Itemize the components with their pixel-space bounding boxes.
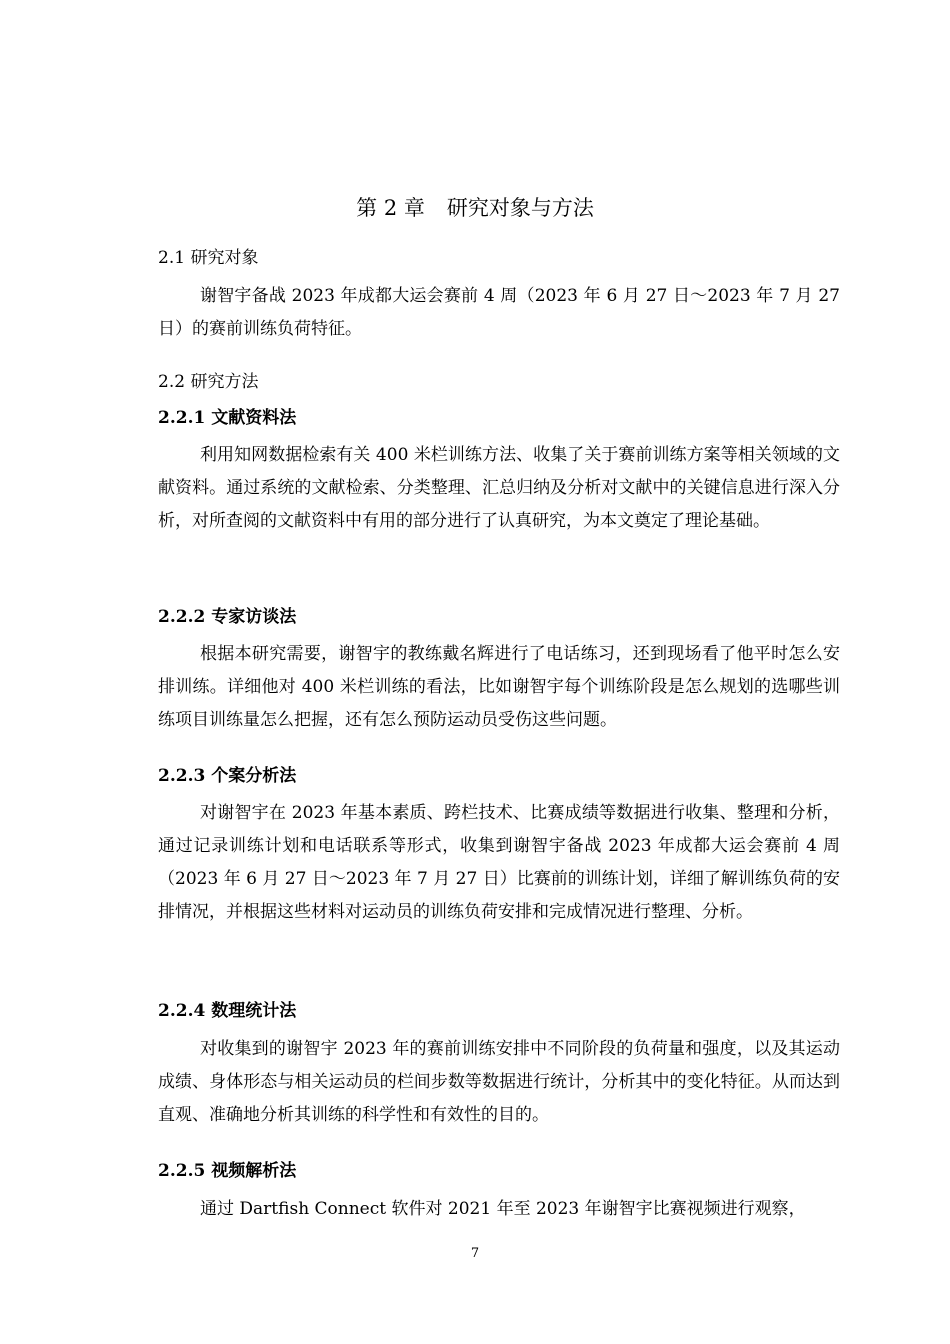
- section-heading-2-2: 2.2 研究方法: [158, 372, 259, 392]
- chapter-title: [0, 193, 950, 223]
- section-heading-2-1: 2.1 研究对象: [158, 248, 259, 268]
- page-number: 7: [470, 1246, 480, 1261]
- subsection-heading-2-2-5: 2.2.5 视频解析法: [158, 1161, 297, 1181]
- paragraph-video-analysis: 通过 Dartfish Connect 软件对 2021 年至 2023 年谢智宇比赛视频进行观察，: [200, 1199, 806, 1219]
- paragraph-statistics-method: 对收集到的谢智宇 2023 年的赛前训练安排中不同阶段的负荷量和强度，以及其运动成绩、身体形态与相关运动员的栏间步数等数据进行统计，分析其中的变化特征。从而达到直观、准确地分析其训练的科学性和有效性的目的。: [158, 1039, 840, 1125]
- subsection-heading-2-2-3: 2.2.3 个案分析法: [158, 766, 297, 786]
- paragraph-literature-method: 利用知网数据检索有关 400 米栏训练方法、收集了关于赛前训练方案等相关领域的文献资料。通过系统的文献检索、分类整理、汇总归纳及分析对文献中的关键信息进行深入分析，对所查阅的文献资料中有用的部分进行了认真研究，为本文奠定了理论基础。: [158, 445, 840, 531]
- chapter-heading: 研究对象与方法: [446, 196, 594, 220]
- paragraph-case-analysis: 对谢智宇在 2023 年基本素质、跨栏技术、比赛成绩等数据进行收集、整理和分析，通过记录训练计划和电话联系等形式，收集到谢智宇备战 2023 年成都大运会赛前 4 周（2023 年 6 月 27 日～2023 年 7 月 27 日）比赛前的训练计划，详细了解训练负荷的安排情况，并根据这些材料对运动员的训练负荷安排和完成情况进行整理、分析。: [158, 803, 840, 922]
- paragraph-research-object: 谢智宇备战 2023 年成都大运会赛前 4 周（2023 年 6 月 27 日～2023 年 7 月 27 日）的赛前训练负荷特征。: [158, 286, 840, 339]
- paragraph-expert-interview: 根据本研究需要，谢智宇的教练戴名辉进行了电话练习，还到现场看了他平时怎么安排训练。详细他对 400 米栏训练的看法，比如谢智宇每个训练阶段是怎么规划的选哪些训练项目训练量怎么把握，还有怎么预防运动员受伤这些问题。: [158, 644, 840, 730]
- subsection-heading-2-2-2: 2.2.2 专家访谈法: [158, 607, 297, 627]
- subsection-heading-2-2-1: 2.2.1 文献资料法: [158, 408, 297, 428]
- subsection-heading-2-2-4: 2.2.4 数理统计法: [158, 1001, 297, 1021]
- chapter-number: 第 2 章: [356, 196, 425, 220]
